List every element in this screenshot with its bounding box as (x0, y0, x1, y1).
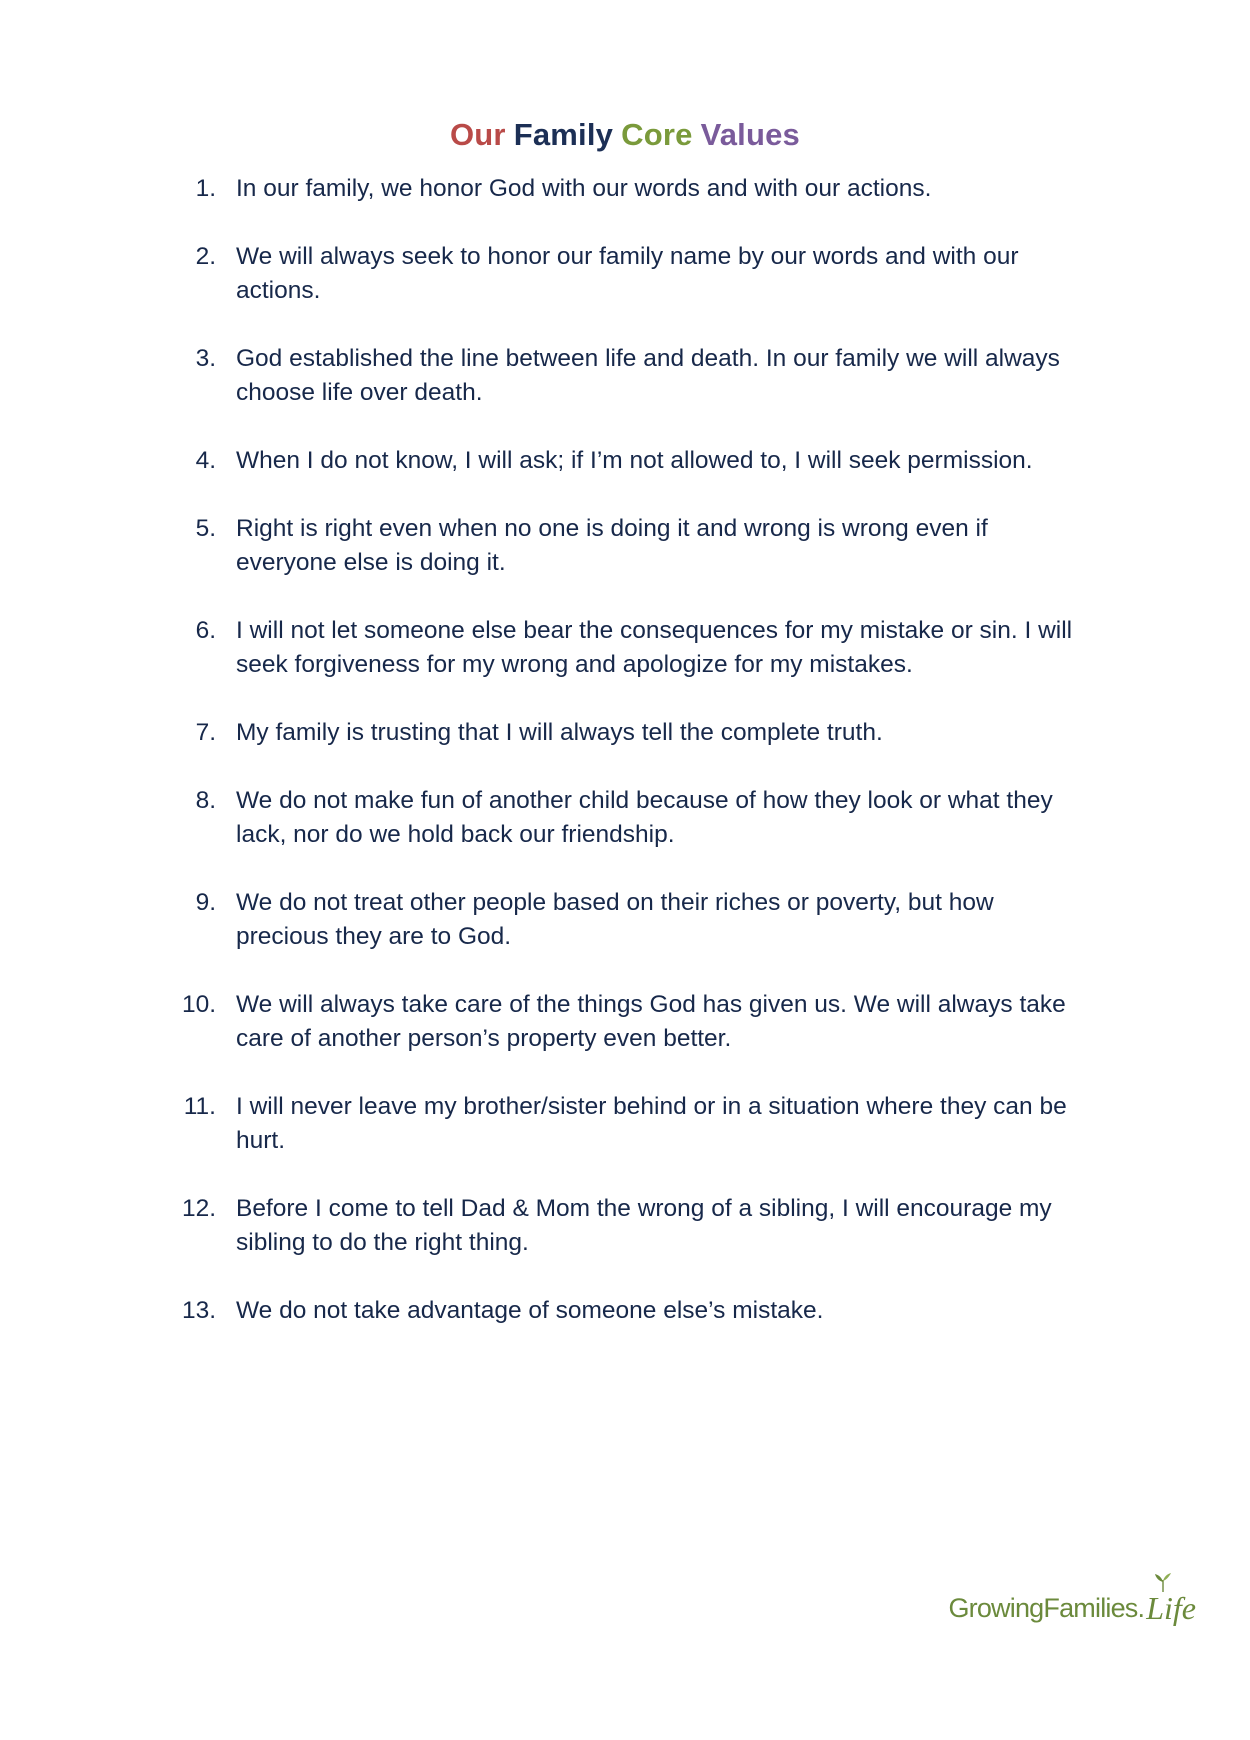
list-item (170, 886, 1090, 954)
logo-life-suffix (1146, 1588, 1196, 1628)
list-item (170, 342, 1090, 410)
list-item (170, 1294, 1090, 1328)
list-item-number: 13. (181, 1297, 216, 1324)
list-item-text: I will not let someone else bear the consequences for my mistake or sin. I will seek forgiveness for my wrong and apologize for my mistakes. (236, 617, 1073, 678)
core-values-list (170, 172, 1090, 1362)
list-item-number: 3. (195, 345, 216, 372)
list-item-number: 6. (195, 617, 216, 644)
sprout-icon (1152, 1572, 1174, 1592)
list-item-text: I will never leave my brother/sister behind or in a situation where they can be hurt. (236, 1093, 1067, 1154)
list-item-number: 2. (195, 243, 216, 270)
list-item (170, 444, 1090, 478)
list-item-text: God established the line between life and death. In our family we will always choose life over death. (236, 345, 1060, 406)
list-item-text: My family is trusting that I will always tell the complete truth. (236, 719, 883, 746)
list-item-number: 5. (195, 515, 216, 542)
list-item-number: 8. (195, 787, 216, 814)
page-title (0, 117, 1250, 153)
list-item (170, 1192, 1090, 1260)
list-item (170, 614, 1090, 682)
list-item (170, 988, 1090, 1056)
logo-wordmark: GrowingFamilies. (948, 1593, 1145, 1623)
list-item (170, 172, 1090, 206)
title-word-family: Family (513, 116, 614, 152)
list-item-text: We will always seek to honor our family name by our words and with our actions. (236, 243, 1019, 304)
title-word-values: Values (700, 116, 800, 152)
list-item (170, 512, 1090, 580)
list-item-text: We do not take advantage of someone else’s mistake. (236, 1297, 824, 1324)
list-item-number: 4. (195, 447, 216, 474)
list-item-text: Right is right even when no one is doing it and wrong is wrong even if everyone else is doing it. (236, 515, 988, 576)
list-item (170, 1090, 1090, 1158)
list-item-text: When I do not know, I will ask; if I’m not allowed to, I will seek permission. (236, 447, 1033, 474)
logo-life-text: Life (1146, 1590, 1196, 1626)
list-item-text: Before I come to tell Dad & Mom the wrong of a sibling, I will encourage my sibling to do the right thing. (236, 1195, 1052, 1256)
title-word-core: Core (621, 116, 693, 152)
list-item-number: 9. (195, 889, 216, 916)
list-item-text: We do not treat other people based on their riches or poverty, but how precious they are to God. (236, 889, 994, 950)
list-item (170, 240, 1090, 308)
list-item-text: We will always take care of the things God has given us. We will always take care of another person’s property even better. (236, 991, 1066, 1052)
list-item-text: In our family, we honor God with our words and with our actions. (236, 175, 932, 202)
list-item-number: 1. (195, 175, 216, 202)
list-item (170, 716, 1090, 750)
list-item-number: 10. (181, 991, 216, 1018)
list-item-number: 12. (181, 1195, 216, 1222)
title-word-our: Our (449, 116, 506, 152)
list-item-number: 11. (183, 1093, 216, 1120)
list-item (170, 784, 1090, 852)
list-item-text: We do not make fun of another child because of how they look or what they lack, nor do we hold back our friendship. (236, 787, 1053, 848)
list-item-number: 7. (195, 719, 216, 746)
growing-families-logo (948, 1568, 1196, 1628)
